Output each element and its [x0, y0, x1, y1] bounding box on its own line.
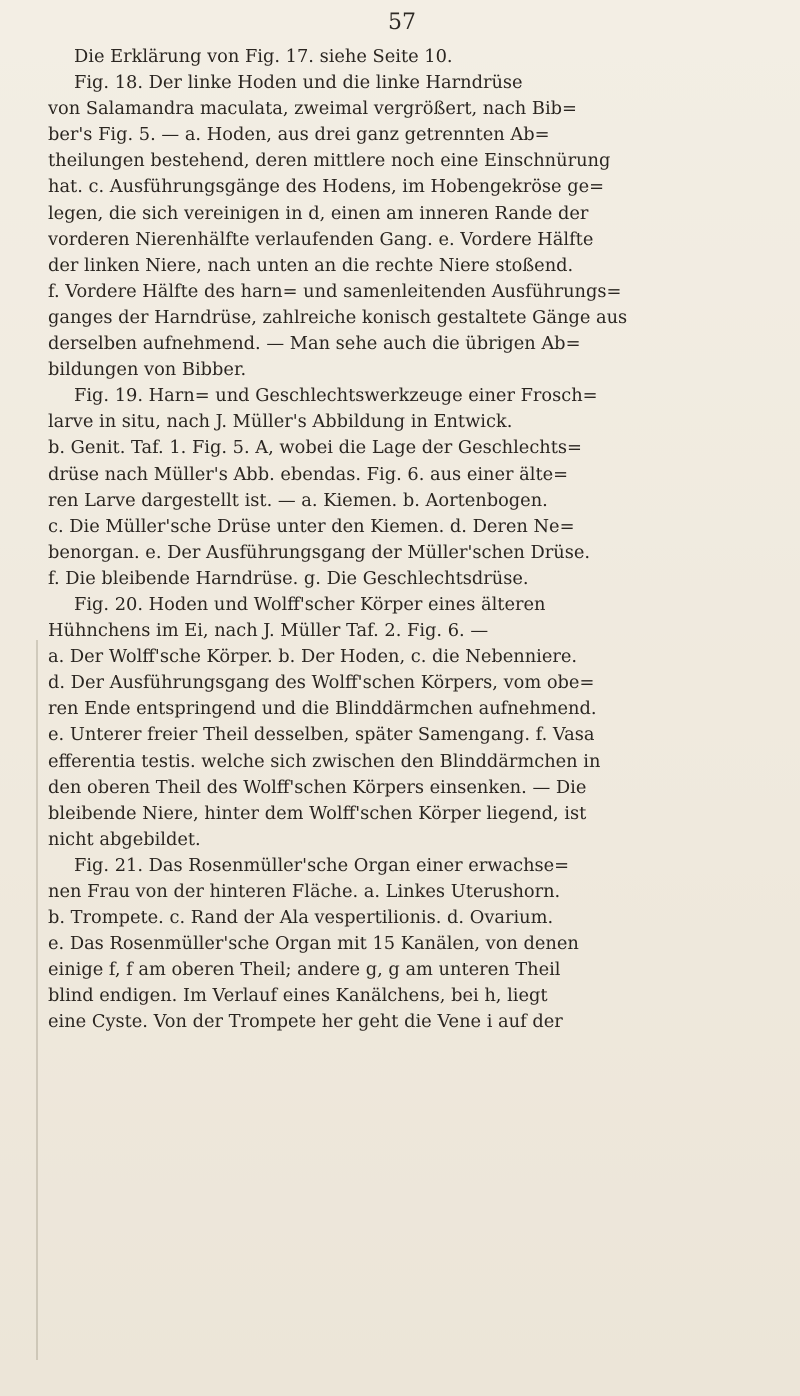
page-number: 57: [388, 10, 416, 35]
text-line: eine Cyste. Von der Trompete her geht die Vene i auf der: [48, 1011, 563, 1033]
text-line: nen Frau von der hinteren Fläche. a. Linkes Uterushorn.: [48, 881, 561, 902]
text-line: hat. c. Ausführungsgänge des Hodens, im Hobengekröse ge=: [48, 176, 605, 198]
text-line: c. Die Müller'sche Drüse unter den Kiemen. d. Deren Ne=: [48, 515, 575, 537]
text-line: Hühnchens im Ei, nach J. Müller Taf. 2. Fig. 6. —: [48, 620, 489, 642]
text-line: ber's Fig. 5. — a. Hoden, aus drei ganz getrennten Ab=: [48, 124, 550, 146]
text-line: efferentia testis. welche sich zwischen den Blinddärmchen in: [48, 750, 601, 772]
text-line: e. Unterer freier Theil desselben, später Samengang. f. Vasa: [48, 724, 595, 746]
text-line: bildungen von Bibber.: [48, 359, 247, 381]
text-line: b. Genit. Taf. 1. Fig. 5. A, wobei die Lage der Geschlechts=: [48, 437, 582, 459]
text-line: Fig. 21. Das Rosenmüller'sche Organ einer erwachse=: [74, 854, 570, 876]
text-line: d. Der Ausführungsgang des Wolff'schen Körpers, vom obe=: [48, 672, 595, 694]
text-line: Fig. 20. Hoden und Wolff'scher Körper eines älteren: [74, 593, 546, 615]
text-line: Die Erklärung von Fig. 17. siehe Seite 10.: [74, 46, 453, 67]
binding-shadow: [36, 640, 38, 1360]
text-line: legen, die sich vereinigen in d, einen am inneren Rande der: [48, 202, 589, 224]
text-line: f. Die bleibende Harndrüse. g. Die Geschlechtsdrüse.: [48, 567, 529, 589]
text-line: von Salamandra maculata, zweimal vergrößert, nach Bib=: [48, 98, 577, 120]
text-line: Fig. 19. Harn= und Geschlechtswerkzeuge einer Frosch=: [74, 385, 598, 407]
text-line: bleibende Niere, hinter dem Wolff'schen Körper liegend, ist: [48, 802, 587, 824]
text-line: f. Vordere Hälfte des harn= und samenleitenden Ausführungs=: [48, 280, 622, 302]
text-line: Fig. 18. Der linke Hoden und die linke Harndrüse: [74, 72, 523, 94]
text-line: theilungen bestehend, deren mittlere noch eine Einschnürung: [48, 150, 611, 172]
text-line: den oberen Theil des Wolff'schen Körpers einsenken. — Die: [48, 776, 587, 798]
body-text: [48, 44, 760, 1036]
text-line: ren Larve dargestellt ist. — a. Kiemen. b. Aortenbogen.: [48, 489, 548, 511]
text-line: a. Der Wolff'sche Körper. b. Der Hoden, c. die Nebenniere.: [48, 646, 578, 668]
text-line: larve in situ, nach J. Müller's Abbildung in Entwick.: [48, 411, 513, 433]
text-line: drüse nach Müller's Abb. ebendas. Fig. 6. aus einer älte=: [48, 463, 569, 485]
text-line: blind endigen. Im Verlauf eines Kanälchens, bei h, liegt: [48, 985, 548, 1007]
text-line: nicht abgebildet.: [48, 828, 201, 850]
text-line: b. Trompete. c. Rand der Ala vespertilionis. d. Ovarium.: [48, 907, 554, 929]
text-line: ganges der Harndrüse, zahlreiche konisch gestaltete Gänge aus: [48, 306, 628, 328]
text-line: der linken Niere, nach unten an die rechte Niere stoßend.: [48, 254, 574, 276]
text-line: e. Das Rosenmüller'sche Organ mit 15 Kanälen, von denen: [48, 933, 579, 955]
text-line: benorgan. e. Der Ausführungsgang der Müller'schen Drüse.: [48, 541, 591, 563]
text-line: vorderen Nierenhälfte verlaufenden Gang. e. Vordere Hälfte: [48, 228, 594, 250]
text-line: ren Ende entspringend und die Blinddärmchen aufnehmend.: [48, 698, 597, 720]
text-line: derselben aufnehmend. — Man sehe auch die übrigen Ab=: [48, 333, 581, 355]
text-line: einige f, f am oberen Theil; andere g, g am unteren Theil: [48, 959, 561, 981]
